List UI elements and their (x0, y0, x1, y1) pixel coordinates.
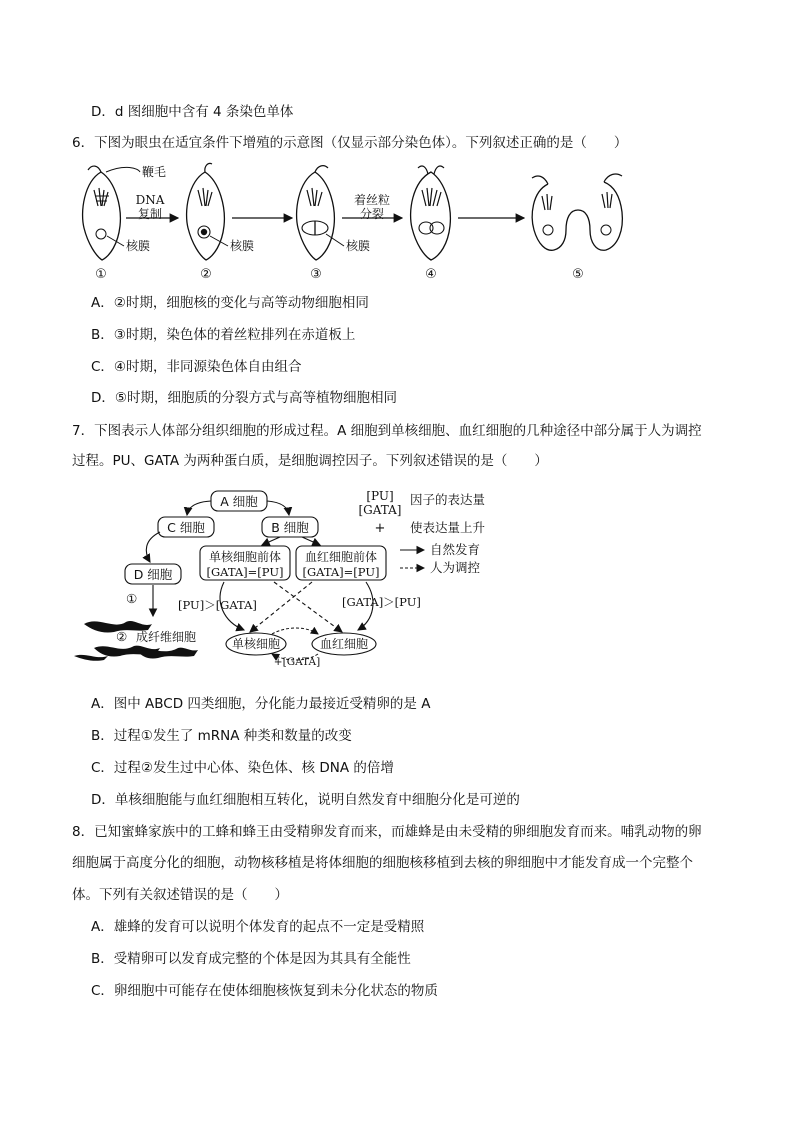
label-rbc-precursor-ratio: [GATA]=[PU] (302, 565, 380, 579)
label-cell-d: D 细胞 (133, 567, 173, 582)
legend-gata: [GATA] (358, 503, 402, 517)
q6-stem: 6．下图为眼虫在适宜条件下增殖的示意图（仅显示部分染色体）。下列叙述正确的是（ ） (72, 135, 628, 151)
flagellum-pointer (106, 167, 140, 172)
q8-option-b: B．受精卵可以发育成完整的个体是因为其具有全能性 (91, 951, 411, 967)
legend-factor: 因子的表达量 (410, 492, 486, 507)
label-pu-gt-gata: [PU]＞[GATA] (178, 598, 257, 612)
q5-option-d: D．d 图细胞中含有 4 条染色单体 (91, 104, 294, 120)
legend-plus: + (374, 521, 386, 536)
label-cell-b: B 细胞 (271, 520, 309, 535)
legend-pu: [PU] (366, 489, 394, 503)
label-rbc-precursor: 血红细胞前体 (304, 550, 378, 564)
euglena-cell-4 (411, 166, 451, 260)
stage-5-label: ⑤ (572, 267, 584, 282)
label-step-1: ① (126, 591, 138, 606)
label-monocyte-precursor-ratio: [GATA]=[PU] (206, 565, 284, 579)
label-cell-a: A 细胞 (220, 494, 258, 509)
label-centromere-1: 着丝粒 (353, 193, 391, 207)
stage-2-label: ② (200, 267, 212, 282)
q6-figure (70, 160, 650, 282)
label-rbc: 血红细胞 (319, 637, 369, 651)
euglena-cell-3 (297, 166, 335, 260)
legend-artificial: 人为调控 (430, 560, 481, 575)
q6-option-c: C．④时期，非同源染色体自由组合 (91, 359, 302, 375)
q7-figure (74, 482, 514, 672)
label-centromere-2: 分裂 (359, 207, 385, 221)
q8-stem-line-2: 细胞属于高度分化的细胞，动物核移植是将体细胞的细胞核移植到去核的卵细胞中才能发育成一个完整个 (72, 855, 693, 871)
label-step-2: ② (116, 629, 128, 644)
label-flagellum: 鞭毛 (142, 165, 167, 179)
label-membrane-3: 核膜 (346, 239, 371, 253)
label-plus-gata: +[GATA] (273, 656, 321, 668)
q7-option-a: A．图中 ABCD 四类细胞，分化能力最接近受精卵的是 A (91, 696, 431, 712)
q8-option-a: A．雄蜂的发育可以说明个体发育的起点不一定是受精照 (91, 919, 425, 935)
q6-option-d: D．⑤时期，细胞质的分裂方式与高等植物细胞相同 (91, 390, 397, 406)
label-monocyte: 单核细胞 (231, 637, 281, 651)
euglena-cell-5 (532, 174, 622, 250)
stage-1-label: ① (95, 267, 107, 282)
label-membrane-2: 核膜 (230, 239, 255, 253)
legend-natural: 自然发育 (430, 542, 481, 557)
euglena-cell-2 (187, 163, 225, 260)
q7-stem-line-1: 7．下图表示人体部分组织细胞的形成过程。A 细胞到单核细胞、血红细胞的几种途径中部分属于人为调控 (72, 423, 702, 439)
legend-increase: 使表达量上升 (410, 520, 486, 535)
label-membrane-1: 核膜 (126, 239, 151, 253)
label-gata-gt-pu: [GATA]＞[PU] (342, 595, 421, 609)
q7-option-d: D．单核细胞能与血红细胞相互转化，说明自然发育中细胞分化是可逆的 (91, 792, 520, 808)
label-fibroblast: 成纤维细胞 (136, 630, 197, 644)
q6-option-b: B．③时期，染色体的着丝粒排列在赤道板上 (91, 327, 356, 343)
q6-option-a: A．②时期，细胞核的变化与高等动物细胞相同 (91, 295, 369, 311)
stage-3-label: ③ (310, 267, 322, 282)
label-cell-c: C 细胞 (167, 520, 205, 535)
q7-option-c: C．过程②发生过中心体、染色体、核 DNA 的倍增 (91, 760, 394, 776)
stage-4-label: ④ (425, 267, 437, 282)
euglena-cell-1 (83, 166, 121, 260)
q7-option-b: B．过程①发生了 mRNA 种类和数量的改变 (91, 728, 352, 744)
q7-stem-line-2: 过程。PU、GATA 为两种蛋白质，是细胞调控因子。下列叙述错误的是（ ） (72, 453, 548, 469)
q8-stem-line-1: 8．已知蜜蜂家族中的工蜂和蜂王由受精卵发育而来，而雄蜂是由未受精的卵细胞发育而来。哺乳动物的卵 (72, 824, 702, 840)
q8-stem-line-3: 体。下列有关叙述错误的是（ ） (72, 887, 288, 903)
label-dna: DNA (135, 193, 165, 207)
q8-option-c: C．卵细胞中可能存在使体细胞核恢复到未分化状态的物质 (91, 983, 438, 999)
label-replication: 复制 (137, 207, 163, 221)
label-monocyte-precursor: 单核细胞前体 (208, 550, 282, 564)
